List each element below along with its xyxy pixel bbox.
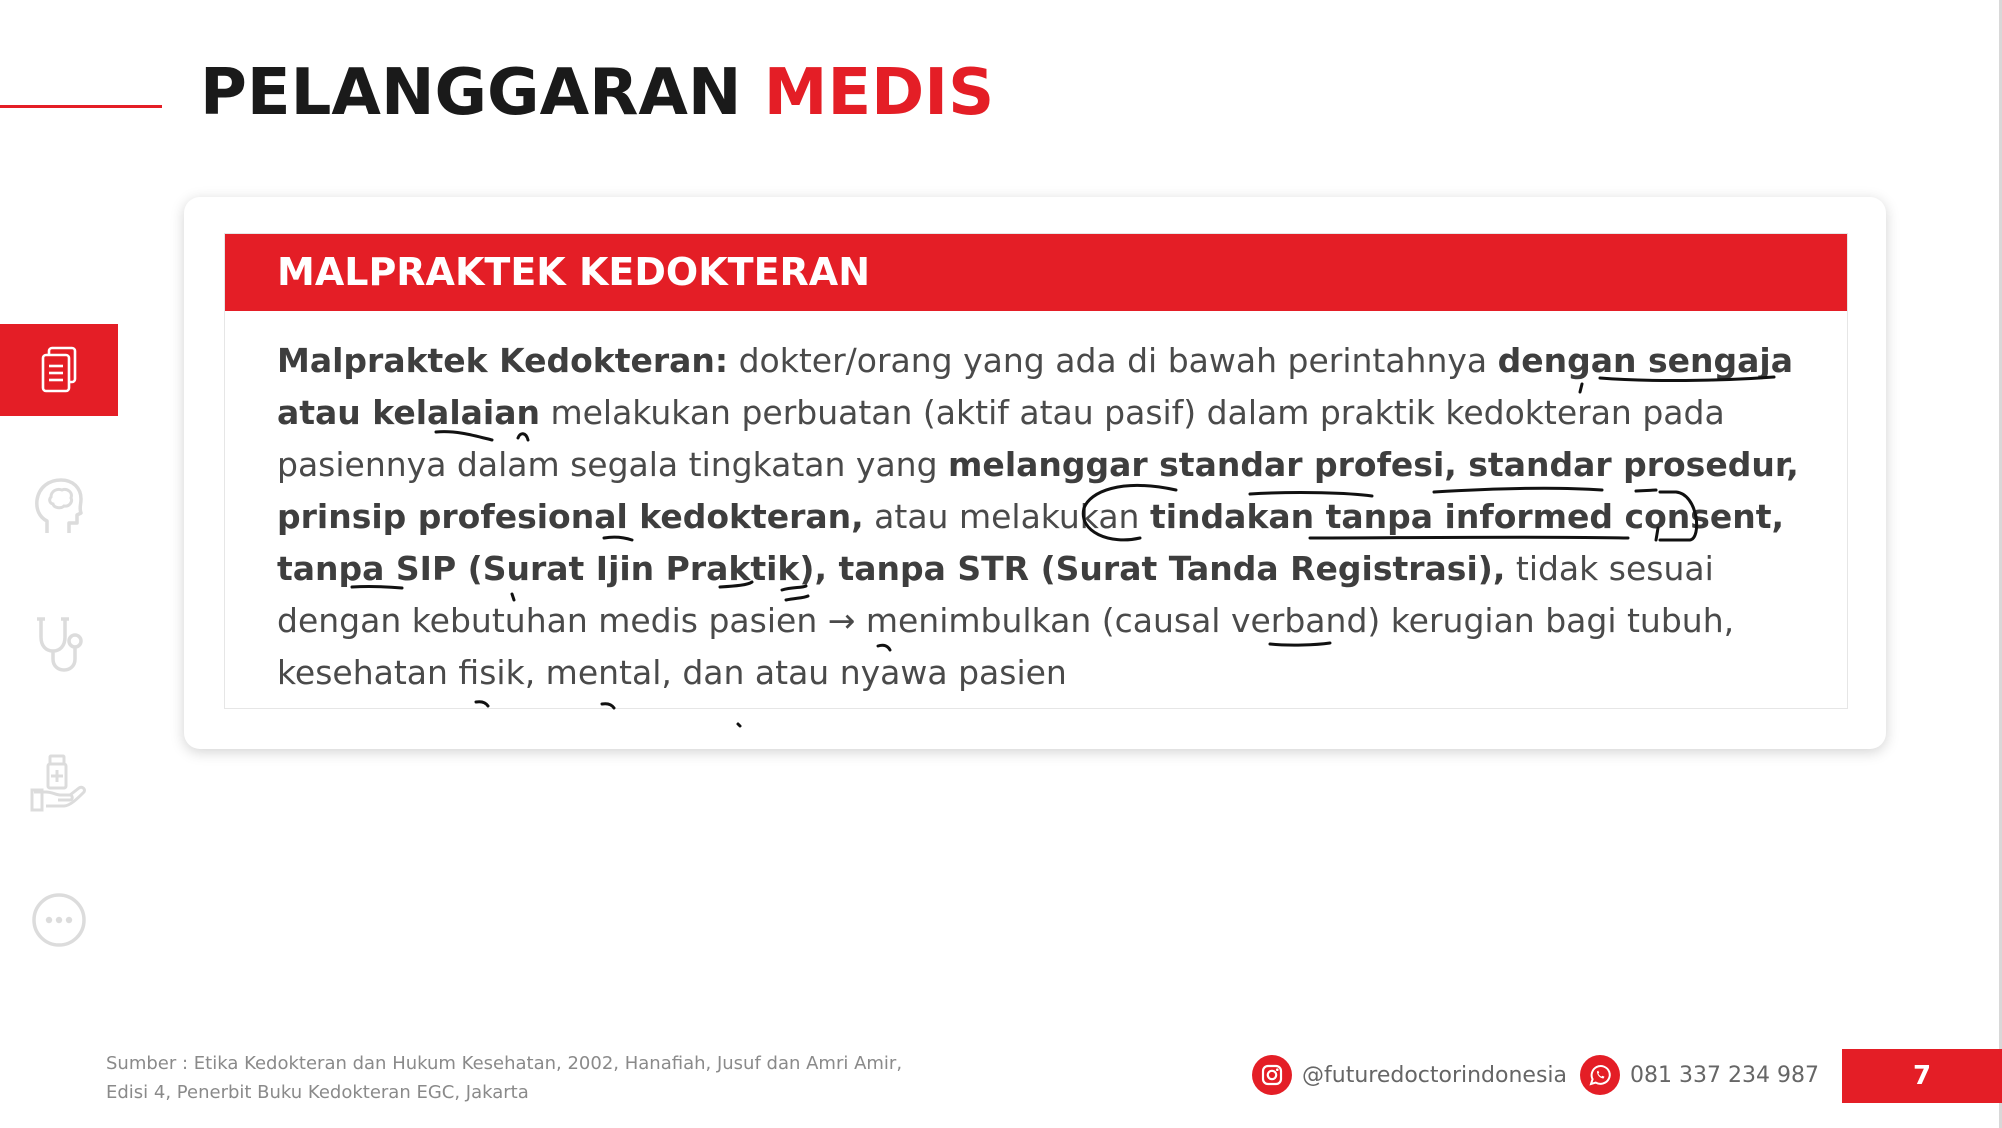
sidebar-item-stethoscope[interactable] bbox=[0, 598, 118, 690]
body-text-2: melakukan perbuatan (aktif atau pasif) dalam praktik kedokteran pada pasiennya dalam segala tingkatan yang bbox=[277, 393, 1725, 484]
definition-term: Malpraktek Kedokteran: bbox=[277, 341, 729, 380]
body-text-3: atau melakukan bbox=[863, 497, 1150, 536]
page-number: 7 bbox=[1842, 1049, 2002, 1103]
sidebar-item-document[interactable] bbox=[0, 324, 118, 416]
instagram-contact[interactable] bbox=[1252, 1055, 1567, 1095]
title-part-1: PELANGGARAN bbox=[200, 56, 764, 130]
content-card bbox=[184, 197, 1886, 749]
body-text-4: tidak sesuai dengan kebutuhan medis pasien → menimbulkan (causal verband) kerugian bagi tubuh, kesehatan fisik, mental, dan atau nyawa pasien bbox=[277, 549, 1735, 692]
document-icon bbox=[37, 345, 81, 395]
card-header: MALPRAKTEK KEDOKTERAN bbox=[225, 234, 1847, 311]
source-line-1: Sumber : Etika Kedokteran dan Hukum Kesehatan, 2002, Hanafiah, Jusuf dan Amri Amir, bbox=[106, 1053, 903, 1074]
page-title bbox=[200, 58, 994, 128]
instagram-icon bbox=[1252, 1055, 1292, 1095]
body-bold-standards: melanggar standar profesi, standar prosedur, prinsip profesional kedokteran, bbox=[277, 445, 1799, 536]
card-body bbox=[225, 311, 1847, 699]
sidebar-item-medicine[interactable] bbox=[0, 736, 118, 828]
more-dots-icon bbox=[30, 891, 88, 949]
body-text-1: dokter/orang yang ada di bawah perintahnya bbox=[728, 341, 1498, 380]
title-part-2: MEDIS bbox=[763, 56, 995, 130]
head-brain-icon bbox=[31, 475, 87, 537]
sidebar-item-head[interactable] bbox=[0, 460, 118, 552]
whatsapp-icon bbox=[1580, 1055, 1620, 1095]
content-card-inner bbox=[224, 233, 1848, 709]
sidebar-item-more[interactable] bbox=[0, 874, 118, 966]
title-rule bbox=[0, 105, 162, 108]
stethoscope-icon bbox=[31, 613, 87, 675]
source-citation bbox=[106, 1049, 1006, 1107]
source-line-2: Edisi 4, Penerbit Buku Kedokteran EGC, Jakarta bbox=[106, 1082, 529, 1103]
whatsapp-contact[interactable] bbox=[1580, 1055, 1819, 1095]
body-bold-intent: dengan sengaja atau kelalaian bbox=[277, 341, 1793, 432]
whatsapp-number: 081 337 234 987 bbox=[1630, 1062, 1819, 1088]
body-bold-actions: tindakan tanpa informed consent, tanpa SIP (Surat Ijin Praktik), tanpa STR (Surat Tanda Registrasi), bbox=[277, 497, 1785, 588]
instagram-handle: @futuredoctorindonesia bbox=[1302, 1062, 1568, 1088]
hand-medicine-icon bbox=[30, 752, 88, 812]
